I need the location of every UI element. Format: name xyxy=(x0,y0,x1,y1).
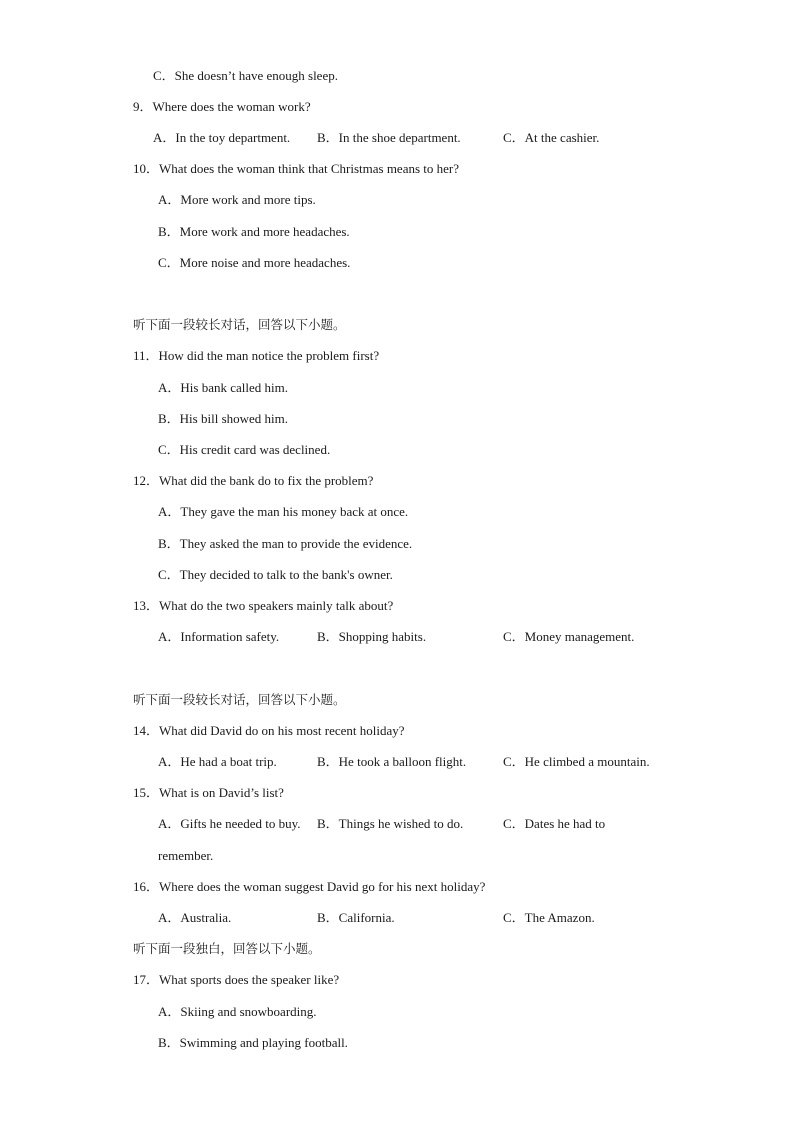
q16-option-a: A．Australia. xyxy=(158,910,232,925)
q11-option-a: A．His bank called him. xyxy=(158,380,288,395)
q14-option-c: C．He climbed a mountain. xyxy=(503,754,650,769)
q14-stem: 14．What did David do on his most recent holiday? xyxy=(133,723,405,738)
q13-option-c: C．Money management. xyxy=(503,629,635,644)
q9-stem: 9．Where does the woman work? xyxy=(133,99,311,114)
q16-stem: 16．Where does the woman suggest David go for his next holiday? xyxy=(133,879,486,894)
q15-option-b: B．Things he wished to do. xyxy=(317,816,464,831)
q16-option-c: C．The Amazon. xyxy=(503,910,595,925)
q12-option-a: A．They gave the man his money back at once. xyxy=(158,504,409,519)
q13-option-b: B．Shopping habits. xyxy=(317,629,427,644)
section-heading-monologue: 听下面一段独白，回答以下小题。 xyxy=(133,941,321,956)
q10-option-b: B．More work and more headaches. xyxy=(158,224,350,239)
q10-option-c: C．More noise and more headaches. xyxy=(158,255,351,270)
q12-stem: 12．What did the bank do to fix the problem? xyxy=(133,473,374,488)
q16-option-b: B．California. xyxy=(317,910,395,925)
q10-option-a: A．More work and more tips. xyxy=(158,192,316,207)
q15-stem: 15．What is on David’s list? xyxy=(133,785,284,800)
q13-option-a: A．Information safety. xyxy=(158,629,280,644)
q13-stem: 13．What do the two speakers mainly talk about? xyxy=(133,598,394,613)
q15-option-c-continued: remember. xyxy=(158,848,214,863)
q11-option-c: C．His credit card was declined. xyxy=(158,442,331,457)
q11-option-b: B．His bill showed him. xyxy=(158,411,289,426)
q9-option-a: A．In the toy department. xyxy=(153,130,291,145)
q9-option-c: C．At the cashier. xyxy=(503,130,600,145)
q17-stem: 17．What sports does the speaker like? xyxy=(133,972,340,987)
q14-option-b: B．He took a balloon flight. xyxy=(317,754,467,769)
section-heading-dialogue-2: 听下面一段较长对话，回答以下小题。 xyxy=(133,317,346,332)
q14-option-a: A．He had a boat trip. xyxy=(158,754,277,769)
q17-option-b: B．Swimming and playing football. xyxy=(158,1035,348,1050)
q15-option-a: A．Gifts he needed to buy. xyxy=(158,816,301,831)
q12-option-c: C．They decided to talk to the bank's owner. xyxy=(158,567,393,582)
section-heading-dialogue-3: 听下面一段较长对话，回答以下小题。 xyxy=(133,692,346,707)
q15-option-c: C．Dates he had to xyxy=(503,816,606,831)
q12-option-b: B．They asked the man to provide the evidence. xyxy=(158,536,413,551)
q17-option-a: A．Skiing and snowboarding. xyxy=(158,1004,317,1019)
q11-stem: 11．How did the man notice the problem first? xyxy=(133,348,380,363)
q10-stem: 10．What does the woman think that Christmas means to her? xyxy=(133,161,460,176)
q9-option-b: B．In the shoe department. xyxy=(317,130,461,145)
q8-option-c: C．She doesn’t have enough sleep. xyxy=(153,68,338,83)
